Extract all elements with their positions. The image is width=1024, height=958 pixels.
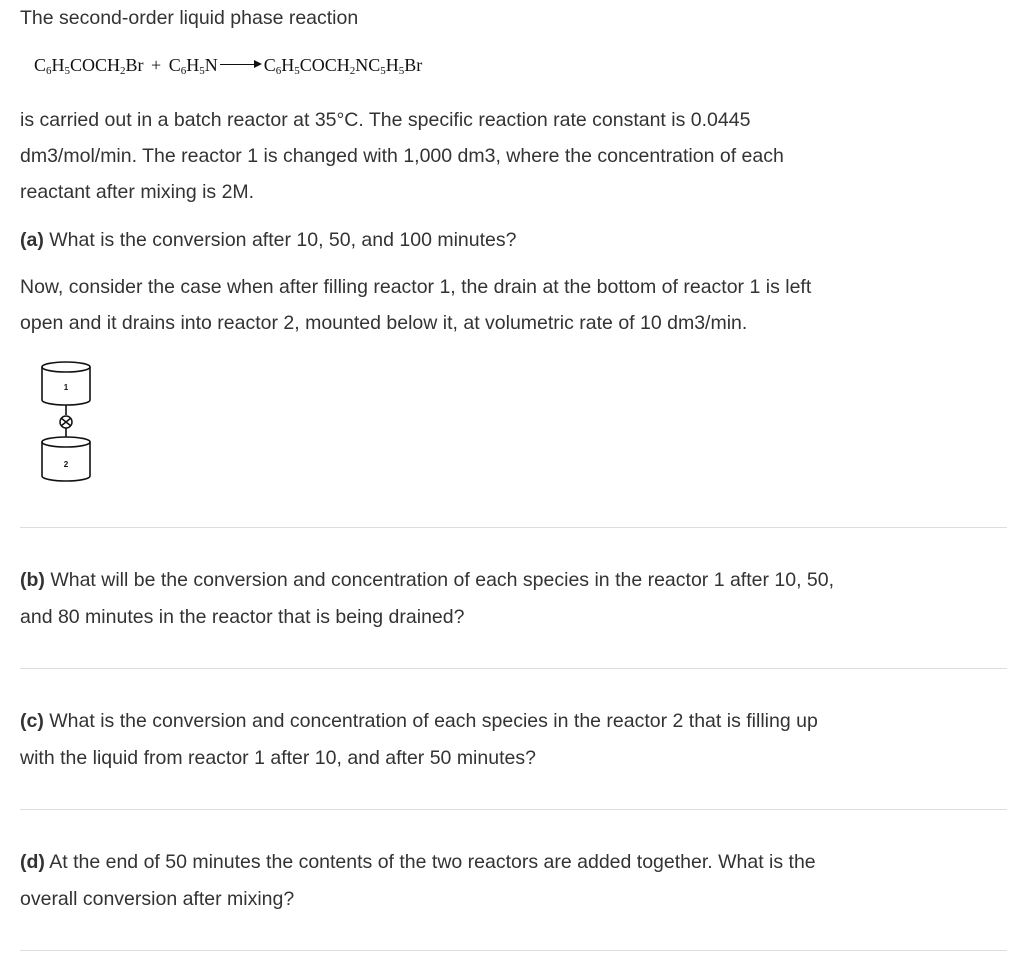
divider [20,950,1007,951]
reactor-1-label: 1 [63,383,69,392]
question-b-line1: What will be the conversion and concentration of each species in the reactor 1 after 10, 50, [50,569,835,591]
para2-line2: open and it drains into reactor 2, mounted below it, at volumetric rate of 10 dm3/min. [20,312,748,334]
question-c-label: (c) [20,710,44,732]
product: $C_6H_5COCH_2NC_5H_5Br$ [263,55,423,77]
reactor-2-label: 2 [63,460,69,469]
question-a-label: (a) [20,229,44,251]
reactor-2-tank [42,437,90,481]
para1-line2: dm3/mol/min. The reactor 1 is changed with 1,000 dm3, where the concentration of each [20,145,784,167]
reactant-b: $C_6H_5N$ [168,55,218,77]
para2-line1: Now, consider the case when after filling reactor 1, the drain at the bottom of reactor 1 is left [20,276,812,298]
paragraph-drain-case [20,269,1008,341]
reaction-arrow-icon [220,59,262,71]
question-d [20,844,1008,918]
question-b [20,562,1008,636]
question-b-line2: and 80 minutes in the reactor that is being drained? [20,606,465,628]
paragraph-reactor-conditions [20,102,1008,210]
reactor-diagram [38,352,94,492]
reaction-equation [34,55,422,77]
question-c-line1: What is the conversion and concentration of each species in the reactor 2 that is filling up [49,710,818,732]
plus-sign: + [151,55,162,75]
divider [20,809,1007,810]
question-d-line1: At the end of 50 minutes the contents of the two reactors are added together. What is the [49,851,816,873]
question-d-label: (d) [20,851,45,873]
para1-line1: is carried out in a batch reactor at 35°C. The specific reaction rate constant is 0.0445 [20,109,751,131]
question-b-label: (b) [20,569,45,591]
question-c [20,703,1008,777]
intro-text: The second-order liquid phase reaction [20,7,359,29]
question-d-line2: overall conversion after mixing? [20,888,295,910]
question-c-line2: with the liquid from reactor 1 after 10, and after 50 minutes? [20,747,536,769]
para1-line3: reactant after mixing is 2M. [20,181,255,203]
drain-valve-icon [60,416,72,428]
question-a-text: What is the conversion after 10, 50, and 100 minutes? [49,229,517,251]
question-a [20,222,516,259]
divider [20,527,1007,528]
reactant-a: $C_6H_5COCH_2Br$ [34,55,144,77]
divider [20,668,1007,669]
